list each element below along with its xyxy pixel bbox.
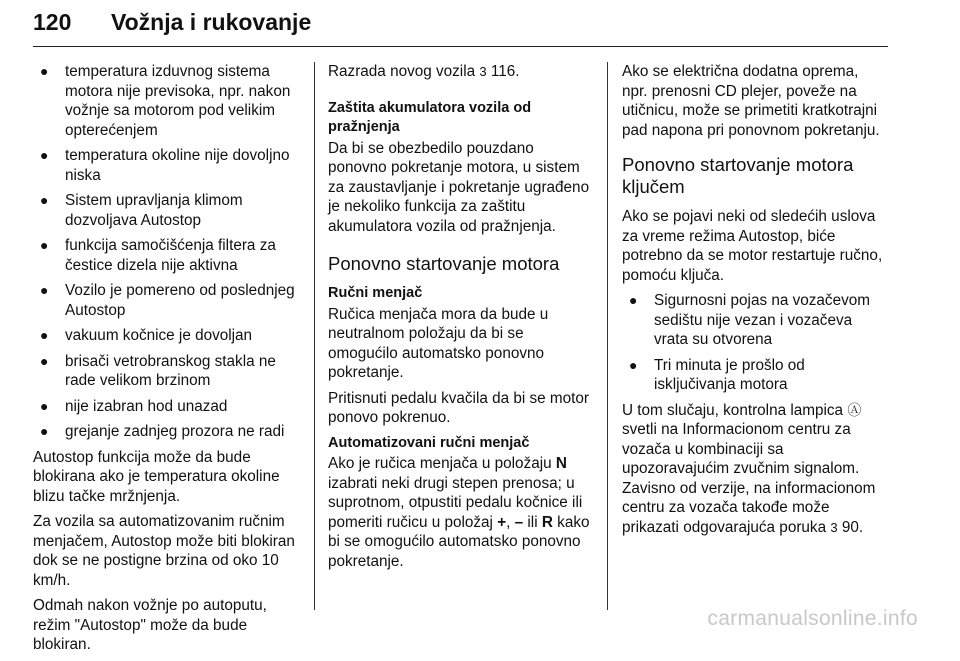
paragraph: Za vozila sa automatizovanim ručnim menjačem, Autostop može biti blokiran dok se ne postigne brzina od oko 10 km/h. <box>33 513 295 589</box>
page-title: Vožnja i rukovanje <box>111 9 312 35</box>
bullet-icon: ● <box>40 237 49 253</box>
paragraph: Ako se električna dodatna oprema, npr. prenosni CD plejer, poveže na utičnicu, može se primetiti kratkotrajni pad napona pri ponovnom pokretanju. <box>622 63 880 139</box>
gear-position-n: N <box>555 455 567 472</box>
paragraph: Pritisnuti pedalu kvačila da bi se motor ponovo pokrenuo. <box>328 389 590 426</box>
column-1 <box>33 62 303 661</box>
watermark: carmanualsonline.info <box>707 607 918 630</box>
paragraph: Odmah nakon vožnje po autoputu, režim "Autostop" može da bude blokiran. <box>33 597 267 653</box>
bullet-icon: ● <box>40 147 49 163</box>
bullet-icon: ● <box>40 63 49 79</box>
bullet-icon: ● <box>40 282 49 298</box>
page-header <box>33 6 888 47</box>
column-divider-2 <box>607 62 608 610</box>
paragraph: Ručica menjača mora da bude u neutralnom položaju da bi se omogućilo automatsko ponovno pokretanje. <box>328 305 549 381</box>
paragraph: Da bi se obezbedilo pouzdano ponovno pokretanje motora, u sistem za zaustavljanje i pokretanje ugrađeno je nekoliko funkcija za zaštitu akumulatora vozila od pražnjenja. <box>328 139 590 235</box>
paragraph: Autostop funkcija može da bude blokirana ako je temperatura okoline blizu tačke mržnjenja. <box>33 448 280 505</box>
autostop-lamp-icon: Ⓐ <box>847 401 862 418</box>
page-reference-icon: 3 <box>479 64 487 79</box>
list-item: ● temperatura izduvnog sistema motora nije previsoka, npr. nakon vožnje sa motorom pod velikim opterećenjem <box>40 63 291 139</box>
gear-position-r: R <box>541 513 553 531</box>
list-item: ● Tri minuta je prošlo od isključivanja motora <box>629 356 805 393</box>
section-heading: Ponovno startovanje motora <box>328 253 560 274</box>
column-2 <box>328 62 596 577</box>
bullet-icon: ● <box>40 352 49 369</box>
list-item: ● funkcija samočišćenja filtera za čestice dizela nije aktivna <box>40 237 276 274</box>
list-item: ● nije izabran hod unazad <box>40 397 228 415</box>
list-item: ● brisači vetrobranskog stakla ne rade velikom brzinom <box>40 352 276 389</box>
subheading: Ručni menjač <box>328 285 423 301</box>
paragraph: U tom slučaju, kontrolna lampica Ⓐ svetli na Informacionom centru za vozača u kombinaciji sa upozoravajućim zvučnim signalom. Zavisno od verzije, na informacionom centru za vozača takođe može prikazati odgovarajuća poruka 3 90. <box>622 401 876 536</box>
page-reference: 90. <box>841 518 864 536</box>
list-item: ● temperatura okoline nije dovoljno niska <box>40 147 290 184</box>
paragraph: Ako je ručica menjača u položaju N izabrati neki drugi stepen prenosa; u suprotnom, otpustiti pedalu kočnice ili pomeriti ručicu u položaj +, – ili R kako bi se omogućilo automatsko ponovno pokretanje. <box>328 455 590 570</box>
bullet-icon: ● <box>629 356 638 373</box>
page-number: 120 <box>33 9 72 35</box>
page-reference: 116. <box>490 63 520 80</box>
bullet-icon: ● <box>629 292 638 308</box>
column-divider-1 <box>314 62 315 610</box>
list-item: ● vakuum kočnice je dovoljan <box>40 327 253 344</box>
gear-position-plus: + <box>497 513 507 531</box>
bullet-icon: ● <box>40 327 49 343</box>
list-item: ● Sistem upravljanja klimom dozvoljava Autostop <box>40 192 243 229</box>
paragraph: Razrada novog vozila 3 116. <box>328 63 520 80</box>
bullet-icon: ● <box>40 192 49 208</box>
bullet-icon: ● <box>40 397 49 414</box>
column-3 <box>622 62 888 543</box>
list-item: ● Sigurnosni pojas na vozačevom sedištu nije vezan i vozačeva vrata su otvorena <box>629 292 870 348</box>
page-reference-icon: 3 <box>830 519 838 535</box>
gear-position-minus: – <box>514 513 524 531</box>
section-heading: Ponovno startovanje motora ključem <box>622 154 854 197</box>
bullet-icon: ● <box>40 423 49 439</box>
paragraph: Ako se pojavi neki od sledećih uslova za vreme režima Autostop, biće potrebno da se motor restartuje ručno, pomoću ključa. <box>622 208 883 284</box>
list-item: ● Vozilo je pomereno od poslednjeg Autostop <box>40 282 295 319</box>
list-item: ● grejanje zadnjeg prozora ne radi <box>40 423 285 440</box>
subheading: Zaštita akumulatora vozila od pražnjenja <box>328 99 532 135</box>
subheading: Automatizovani ručni menjač <box>328 434 530 451</box>
